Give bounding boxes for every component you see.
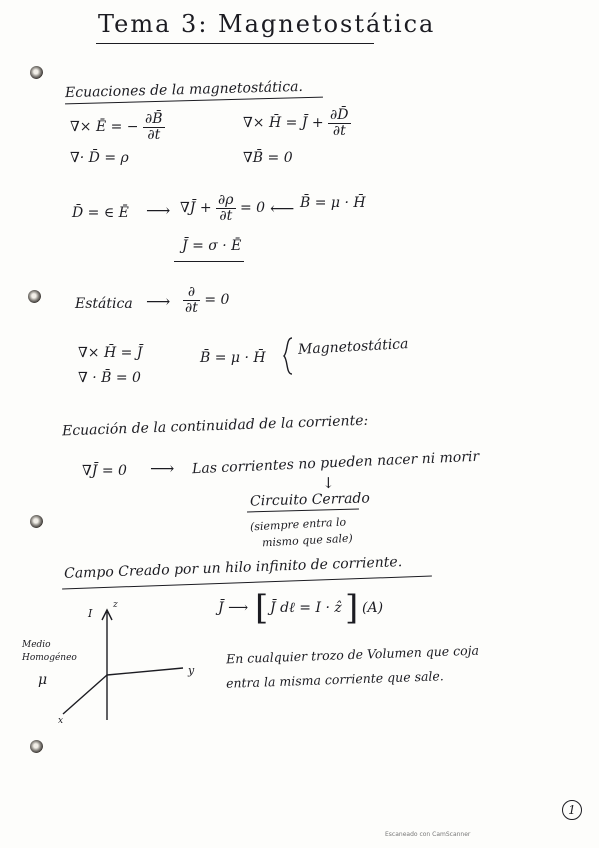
continuity-arrow: ⟶ <box>150 459 175 479</box>
static-label: Estática <box>75 296 133 312</box>
axes-diagram <box>55 600 195 730</box>
eq-curl-h-fraction <box>328 108 350 138</box>
eq-continuity-lhs: ∇J̄ + <box>180 200 212 217</box>
closed-circuit-note-2: mismo que sale) <box>261 531 354 550</box>
punch-hole-4 <box>30 740 43 753</box>
wire-text-1: En cualquier trozo de Volumen que coja <box>225 642 480 667</box>
eq-b-mu-h: B̄ = μ · H̄ <box>300 195 366 211</box>
eq-continuity-num: ∂ρ <box>218 192 234 208</box>
eq-curl-e-fraction <box>143 112 165 142</box>
axis-i-label: I <box>88 607 93 620</box>
title-underline <box>96 43 374 44</box>
punch-hole-1 <box>30 66 43 79</box>
page-number: 1 <box>562 800 582 820</box>
wire-eq-left: J̄ ⟶ <box>218 600 249 616</box>
mu-symbol: μ <box>38 672 48 688</box>
closed-circuit-label: Circuito Cerrado <box>249 490 371 510</box>
eq-curl-e-lhs: ∇× Ē = − <box>70 119 139 136</box>
curly-brace-icon <box>280 336 296 376</box>
continuity-heading: Ecuación de la continuidad de la corriente: <box>61 412 369 440</box>
static-eq-curl-h: ∇× H̄ = J̄ <box>78 345 143 361</box>
eq-curl-h-lhs: ∇× H̄ = J̄ + <box>243 115 324 132</box>
static-eq-b-mu-h: B̄ = μ · H̄ <box>200 350 266 366</box>
bracket-left-icon: [ <box>255 588 269 628</box>
page-title: Tema 3: Magnetostática <box>98 10 436 38</box>
eq-j-sigma-e: J̄ = σ · Ē <box>182 238 242 254</box>
axis-y-label: y <box>188 664 195 677</box>
medium-label-2: Homogéneo <box>22 653 77 663</box>
medium-label-1: Medio <box>22 640 51 650</box>
eq-continuity-den: ∂t <box>219 207 233 224</box>
punch-hole-2 <box>28 290 41 303</box>
static-arrow: ⟶ <box>146 292 171 312</box>
wire-heading: Campo Creado por un hilo infinito de corriente. <box>63 554 403 582</box>
eq-curl-h <box>243 108 351 138</box>
continuity-eq: ∇J̄ = 0 <box>82 463 127 479</box>
eq-curl-e-den: ∂t <box>147 126 161 143</box>
eq-continuity-rhs: = 0 <box>239 200 266 217</box>
wire-eq-inside: J̄ dℓ = I · ẑ <box>270 600 342 616</box>
x-axis-line <box>63 675 107 714</box>
eq-div-b: ∇B̄ = 0 <box>243 150 293 166</box>
eq-j-sigma-underline <box>174 261 244 262</box>
eq-curl-h-den: ∂t <box>332 122 346 139</box>
static-eq-div-b: ∇ · B̄ = 0 <box>78 370 141 386</box>
wire-text-2: entra la misma corriente que sale. <box>225 668 445 691</box>
eq-curl-e-num: ∂B̄ <box>145 111 163 127</box>
static-den: ∂t <box>185 299 198 316</box>
eq-continuity <box>180 193 265 223</box>
static-fraction <box>183 285 200 315</box>
y-axis-line <box>107 668 183 675</box>
down-arrow-icon: ↓ <box>322 474 335 492</box>
continuity-text: Las corrientes no pueden nacer ni morir <box>191 448 480 478</box>
magnetostatics-label: Magnetostática <box>297 336 409 358</box>
axis-z-label: z <box>113 600 118 610</box>
static-rhs: = 0 <box>204 292 230 309</box>
eq-div-d: ∇· D̄ = ρ <box>70 150 129 166</box>
scanner-watermark: Escaneado con CamScanner <box>385 831 471 838</box>
equations-heading: Ecuaciones de la magnetostática. <box>64 78 304 102</box>
wire-eq-units: (A) <box>362 600 384 616</box>
bracket-right-icon: ] <box>345 588 359 628</box>
arrow-left-1: ⟵ <box>270 199 295 219</box>
eq-continuity-fraction <box>216 193 235 223</box>
static-num: ∂ <box>183 285 200 301</box>
eq-curl-e <box>70 112 165 142</box>
punch-hole-3 <box>30 515 43 528</box>
eq-d-epsilon: D̄ = ∈ Ē <box>72 205 129 221</box>
axis-x-label: x <box>58 716 64 726</box>
arrow-right-1: ⟶ <box>146 201 171 221</box>
closed-circuit-note-1: (siempre entra lo <box>249 515 347 534</box>
static-condition <box>183 285 229 315</box>
eq-curl-h-num: ∂D̄ <box>330 107 349 123</box>
